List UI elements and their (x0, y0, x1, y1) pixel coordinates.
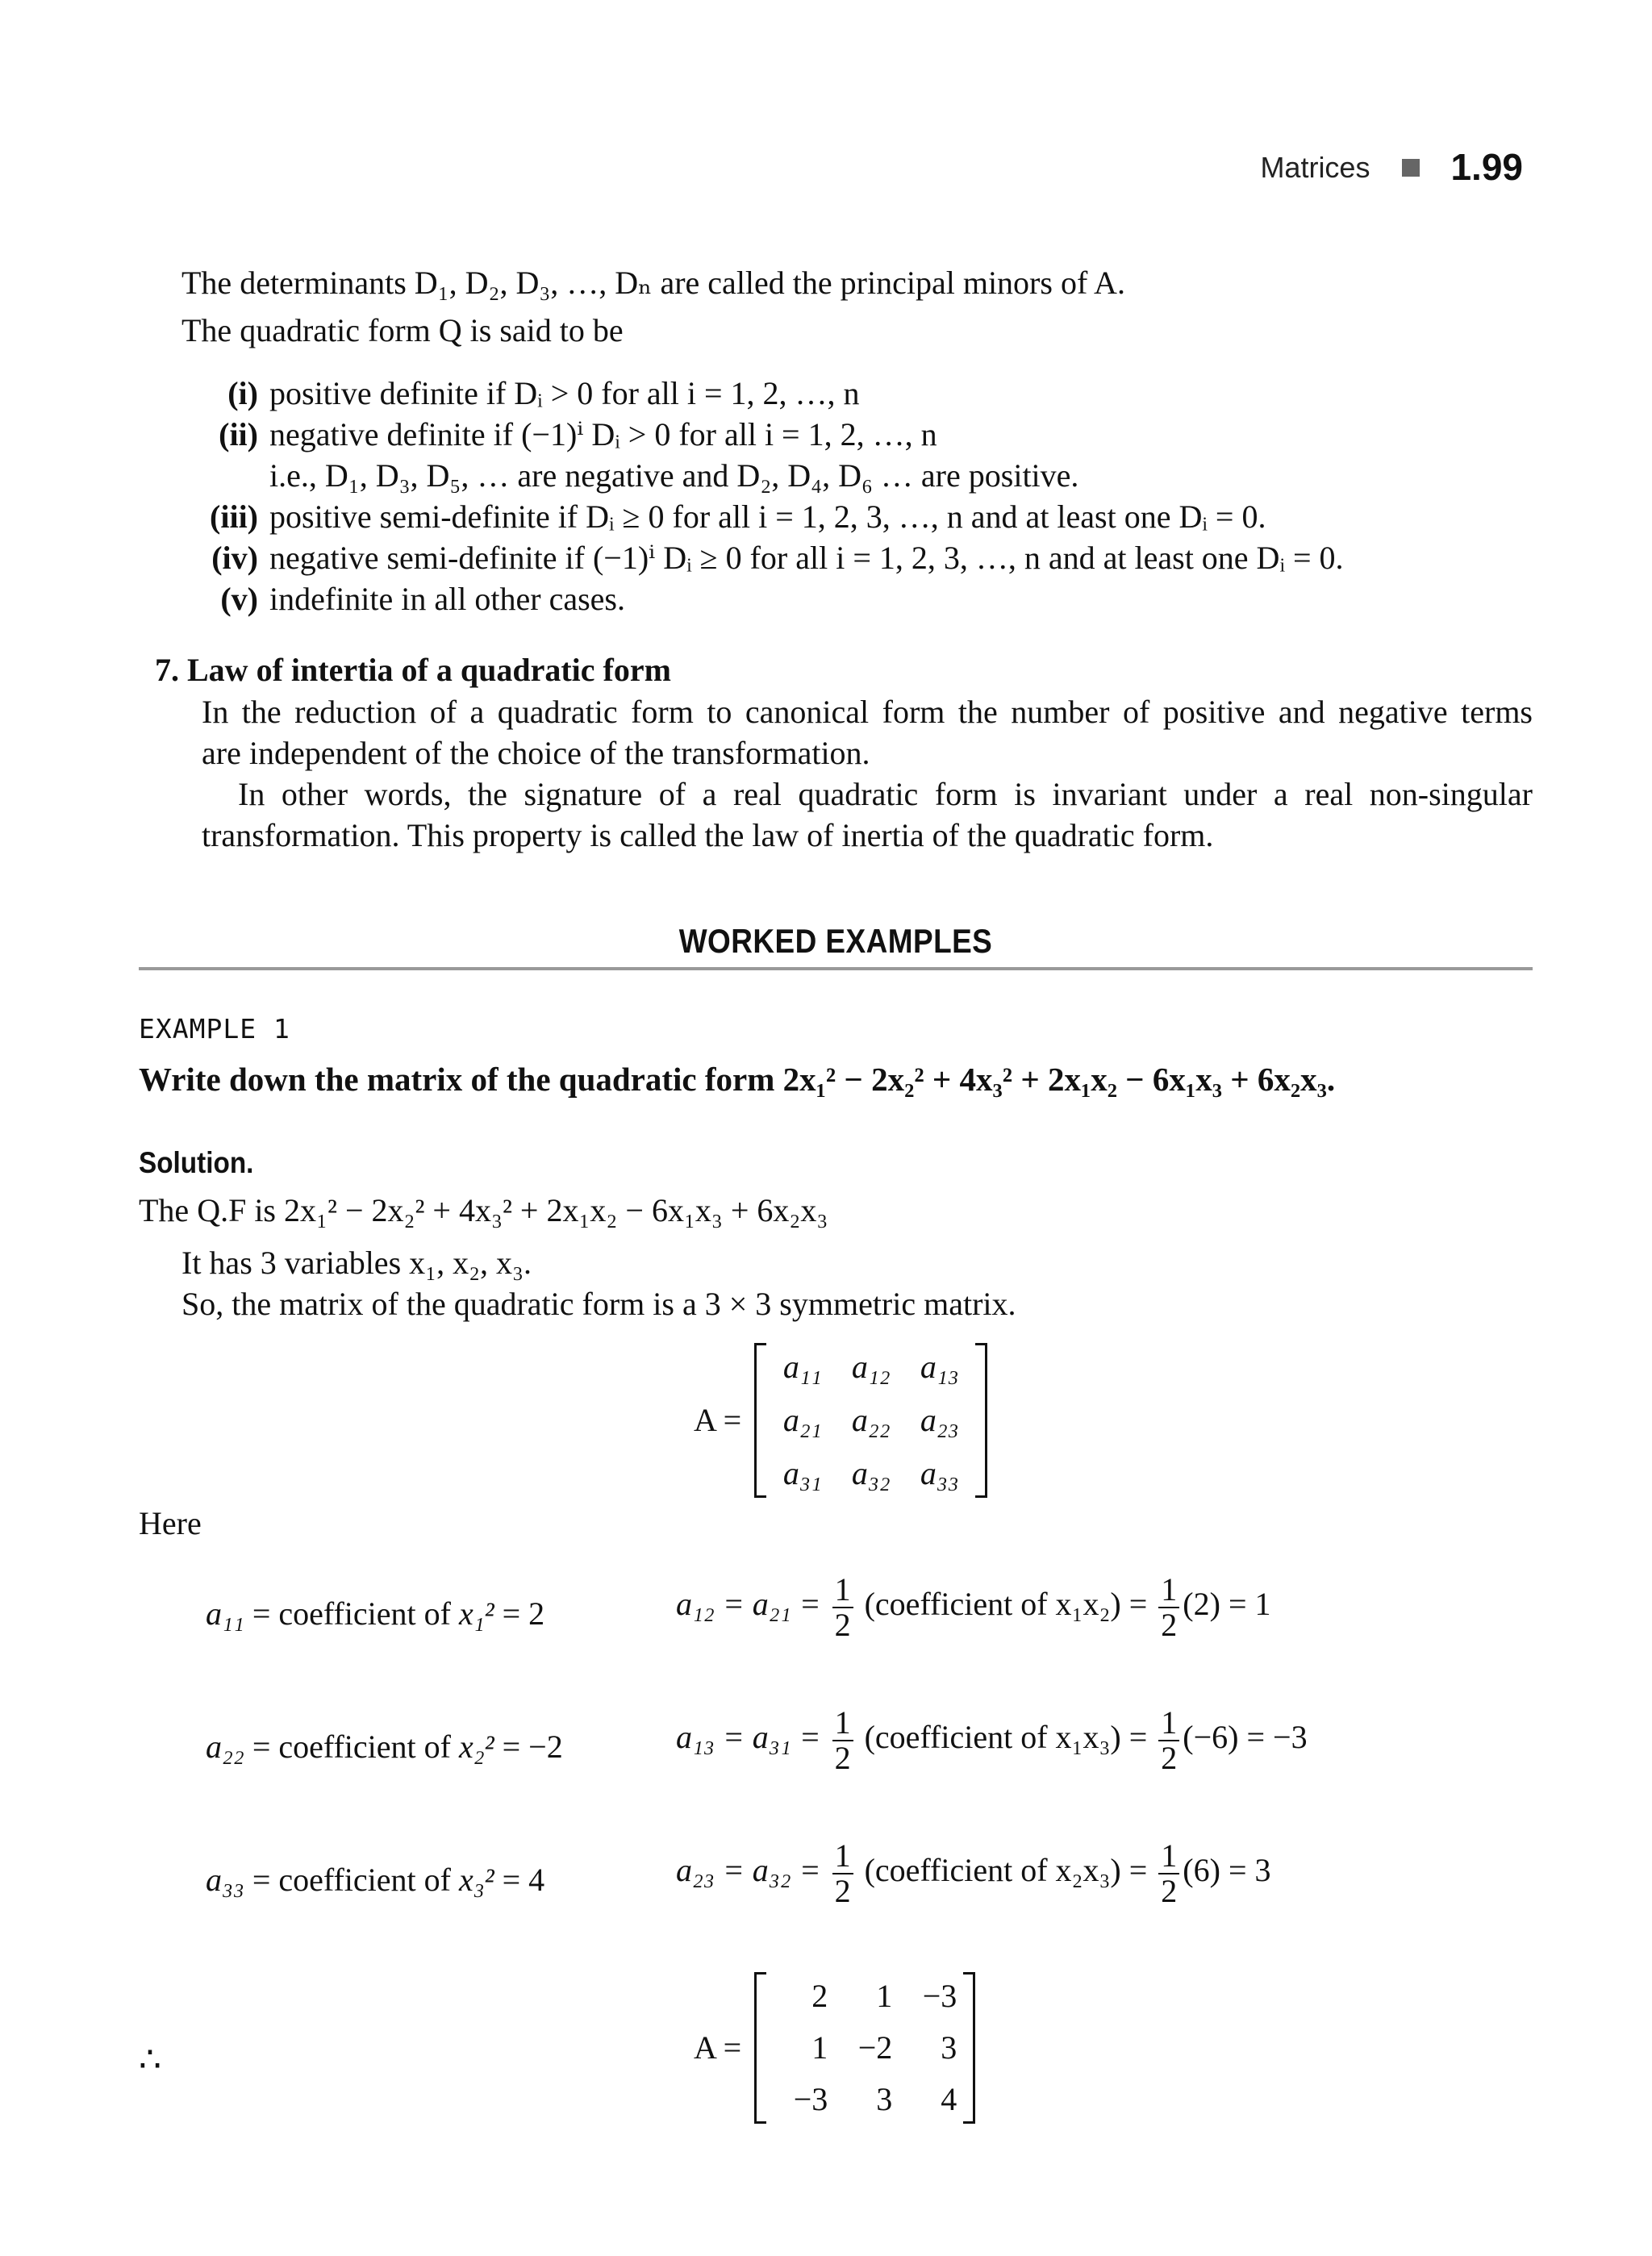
matrix-cell: a₃₂ (851, 1455, 891, 1491)
variables-line: It has 3 variables x₁, x₂, x₃. (181, 1245, 532, 1281)
matrix-cell: a₃₁ (782, 1455, 822, 1491)
symbolic-matrix-grid (754, 1343, 987, 1498)
header-section-title: Matrices (1260, 150, 1370, 184)
matrix-cell: a₁₃ (920, 1349, 959, 1385)
matrix-cell: a₁₁ (782, 1349, 822, 1385)
intro-line-1: The determinants D₁, D₂, D₃, …, Dₙ are called the principal minors of A. (181, 265, 1125, 301)
law-para-1-line-2: are independent of the choice of the transformation. (202, 735, 870, 771)
section-divider (139, 967, 1533, 970)
diag-coefficient: a₁₁ = coefficient of x₁² = 2 (206, 1595, 545, 1632)
solution-label: Solution. (139, 1146, 254, 1179)
matrix-cell: a₃₃ (920, 1455, 959, 1491)
matrix-cell: 4 (941, 2081, 957, 2117)
matrix-size-line: So, the matrix of the quadratic form is a 3 × 3 symmetric matrix. (181, 1286, 1016, 1322)
qf-line: The Q.F is 2x₁² − 2x₂² + 4x₃² + 2x₁x₂ − 6x₁x₃ + 6x₂x₃ (139, 1192, 828, 1228)
matrix-cell: 3 (876, 2081, 893, 2117)
law-para-2-line-2: transformation. This property is called the law of inertia of the quadratic form. (202, 817, 1214, 853)
matrix-label: A = (694, 2029, 742, 2066)
result-matrix (694, 1972, 975, 2124)
symbolic-matrix (694, 1343, 987, 1498)
diag-coefficient: a₂₂ = coefficient of x₂² = −2 (206, 1728, 563, 1765)
therefore-symbol: ∴ (139, 2040, 161, 2079)
matrix-cell: −3 (922, 1978, 957, 2014)
offdiag-coefficient: a₁₂ = a₂₁ = $\frac{1}{2}$ (coefficient of x₁x₂) = $\frac{1}{2}$ (2) = 1 (676, 1571, 1271, 1643)
matrix-cell: a₂₃ (920, 1402, 959, 1438)
condition-item: (ii) negative definite if (−1)ⁱ Dᵢ > 0 for all i = 1, 2, …, n (219, 416, 937, 452)
condition-item: i.e., D₁, D₃, D₅, … are negative and D₂, D₄, D₆ … are positive. (269, 457, 1079, 494)
matrix-cell: 2 (811, 1978, 828, 2014)
law-para-1-line-1: In the reduction of a quadratic form to canonical form the number of positive and negative terms (202, 694, 1533, 730)
offdiag-coefficient: a₁₃ = a₃₁ = $\frac{1}{2}$ (coefficient of x₁x₃) = $\frac{1}{2}$ (−6) = −3 (676, 1704, 1308, 1776)
matrix-cell: −3 (793, 2081, 828, 2117)
offdiag-coefficient: a₂₃ = a₃₂ = $\frac{1}{2}$ (coefficient of x₂x₃) = $\frac{1}{2}$ (6) = 3 (676, 1837, 1271, 1909)
example-title: Write down the matrix of the quadratic form 2x₁² − 2x₂² + 4x₃² + 2x₁x₂ − 6x₁x₃ + 6x₂x₃. (139, 1061, 1336, 1098)
condition-item: (iii) positive semi-definite if Dᵢ ≥ 0 for all i = 1, 2, 3, …, n and at least one Dᵢ = 0. (210, 498, 1266, 535)
matrix-label: A = (694, 1402, 742, 1438)
running-header (1260, 144, 1523, 192)
intro-line-2: The quadratic form Q is said to be (181, 312, 624, 348)
condition-item: (i) positive definite if Dᵢ > 0 for all i = 1, 2, …, n (227, 375, 860, 411)
matrix-cell: 3 (941, 2029, 957, 2066)
worked-examples-heading: WORKED EXAMPLES (678, 922, 993, 960)
matrix-cell: a₂₁ (782, 1402, 822, 1438)
example-label: EXAMPLE 1 (139, 1013, 290, 1045)
header-square-icon (1402, 159, 1420, 177)
condition-item: (v) indefinite in all other cases. (220, 581, 625, 617)
here-label: Here (139, 1505, 202, 1541)
result-matrix-grid (754, 1972, 975, 2124)
law-heading: 7. Law of intertia of a quadratic form (155, 652, 671, 688)
page-number: 1.99 (1450, 146, 1523, 188)
matrix-cell: 1 (811, 2029, 828, 2066)
condition-item: (iv) negative semi-definite if (−1)ⁱ Dᵢ ≥ 0 for all i = 1, 2, 3, …, n and at least one Dᵢ = 0. (211, 540, 1344, 576)
law-para-2-line-1: In other words, the signature of a real quadratic form is invariant under a real non-singular (238, 776, 1533, 812)
matrix-cell: a₂₂ (851, 1402, 891, 1438)
matrix-cell: −2 (857, 2029, 893, 2066)
diag-coefficient: a₃₃ = coefficient of x₃² = 4 (206, 1862, 545, 1898)
matrix-cell: 1 (876, 1978, 893, 2014)
matrix-cell: a₁₂ (851, 1349, 891, 1385)
